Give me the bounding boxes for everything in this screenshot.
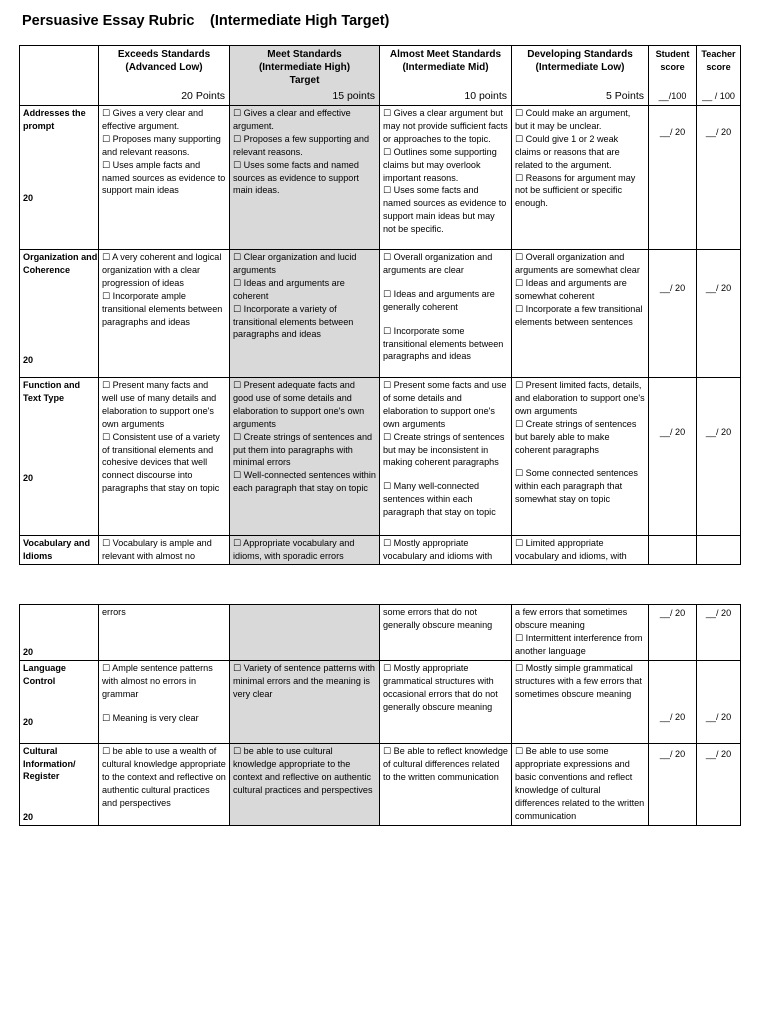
criterion-item: ☐ Present some facts and use of some details and elaboration to support one's own arguments [383,380,507,429]
criteria-exceeds [99,378,230,536]
criteria-exceeds: ☐ Vocabulary is ample and relevant with almost no [99,536,230,565]
level-sub: (Intermediate Mid) [402,62,489,73]
teacher-score-label: Teacher score [701,49,736,72]
criterion-item: ☐ Ideas and arguments are somewhat coherent [515,277,627,301]
criteria-exceeds [99,744,230,826]
criterion-item: ☐ Many well-connected sentences within each paragraph that stay on topic [383,481,496,518]
student-score-field[interactable]: __/ 20 [649,744,697,826]
criterion-item: ☐ Some connected sentences within each paragraph that somewhat stay on topic [515,468,638,505]
criterion-item: ☐ Ideas and arguments are generally coherent [383,288,495,312]
student-score-field[interactable]: __/ 20 [649,605,697,661]
criterion-item: ☐ A very coherent and logical organization with a clear progression of ideas [102,252,222,288]
criteria-developing [512,744,649,826]
teacher-score-field[interactable]: __/ 20 [697,250,741,378]
criterion-item: ☐ Well-connected sentences within each paragraph that stay on topic [233,470,376,494]
category-weight: 20 [23,717,34,728]
row-function-text-type [20,378,741,536]
criteria-meets: ☐ Appropriate vocabulary and idioms, with sporadic errors [230,536,380,565]
criteria-meets [230,744,380,826]
category-weight: 20 [23,473,34,484]
category-name: Function and Text Type [23,380,81,403]
teacher-score-field[interactable]: __/ 20 [697,744,741,826]
teacher-score-empty [697,536,741,565]
criterion-item: ☐ Be able to use some appropriate expressions and basic conventions and reflect knowledge of cultural differences related to the written communication [515,746,645,821]
level-points: 15 points [332,90,375,103]
criterion-item: ☐ Meaning is very clear [102,712,199,723]
category-cell [20,250,99,378]
document-title [22,13,390,29]
criterion-item: ☐ Incorporate a variety of transitional elements between paragraphs and ideas [233,303,354,340]
teacher-score-field[interactable]: __/ 20 [697,661,741,744]
level-sub: (Advanced Low) [125,62,203,73]
criterion-item: ☐ Gives a clear argument but may not provide sufficient facts or approaches to the topic. [383,108,508,144]
criterion-item: ☐ Present limited facts, details, and elaboration to support one's own arguments [515,380,645,416]
row-vocabulary-continued [20,605,741,661]
level-sub-target: Target [289,75,320,86]
criterion-item: ☐ Outlines some supporting claims but may overlook important reasons. [383,146,497,183]
rubric-table-part-2 [19,604,741,826]
level-sub: (Intermediate High) [258,62,351,73]
row-vocabulary-idioms [20,536,741,565]
criteria-meets [230,250,380,378]
teacher-score-field[interactable]: __/ 20 [697,106,741,250]
criteria-developing [512,250,649,378]
criteria-exceeds [99,605,230,661]
category-cell [20,744,99,826]
criteria-developing [512,106,649,250]
level-points: 10 points [464,90,507,103]
header-developing [512,46,649,106]
criterion-item: ☐ Uses some facts and named sources as evidence to support main ideas but may not be specific. [383,185,507,235]
criterion-item: ☐ Consistent use of a variety of transitional elements and cohesive devices that well connect discourse into paragraphs that stay on topic [102,431,220,494]
level-points: 20 Points [181,90,225,103]
criteria-meets [230,106,380,250]
criterion-item: ☐ Uses ample facts and named sources as evidence to support main ideas [102,159,226,196]
header-student-score [649,46,697,106]
criteria-meets [230,661,380,744]
teacher-score-field[interactable]: __/ 20 [697,605,741,661]
criteria-almost [380,661,512,744]
criterion-item: ☐ Incorporate a few transitional elements between sentences [515,303,643,327]
student-score-field[interactable]: __/ 20 [649,661,697,744]
category-cell [20,605,99,661]
category-cell [20,106,99,250]
student-score-empty [649,536,697,565]
row-addresses-prompt [20,106,741,250]
criterion-item: some errors that do not generally obscure meaning [383,607,493,630]
row-language-control [20,661,741,744]
rubric-table-part-1 [19,45,741,565]
criterion-item: ☐ Reasons for argument may not be sufficient or specific enough. [515,172,636,209]
category-name: Cultural Information/ Register [23,746,76,782]
category-weight: 20 [23,193,34,204]
criterion-item: ☐ Incorporate some transitional elements between paragraphs and ideas [383,325,504,362]
criterion-item: ☐ Present adequate facts and good use of some details and elaboration to support one's own arguments [233,380,365,429]
criterion-item: ☐ Proposes a few supporting and relevant reasons. [233,133,370,157]
criteria-almost [380,605,512,661]
criterion-item: errors [102,607,126,617]
student-score-field[interactable]: __/ 20 [649,378,697,536]
criterion-item: ☐ Could give 1 or 2 weak claims or reasons that are related to the argument. [515,133,620,170]
criterion-item: ☐ Proposes many supporting and relevant reasons. [102,133,221,157]
criteria-almost [380,106,512,250]
criterion-item: ☐ Present many facts and well use of many details and elaboration to support one's own arguments [102,380,217,429]
category-name: Addresses the prompt [23,108,86,131]
category-cell [20,378,99,536]
criterion-item: ☐ Mostly simple grammatical structures with a few errors that sometimes obscure meaning [515,663,642,699]
criterion-item: ☐ Create strings of sentences and put them into paragraphs with minimal errors [233,431,373,468]
criteria-developing: ☐ Limited appropriate vocabulary and idioms, with [512,536,649,565]
criteria-almost [380,378,512,536]
header-empty-cell [20,46,99,106]
target-level: (Intermediate High Target) [210,13,390,29]
criteria-exceeds [99,250,230,378]
criterion-item: ☐ Overall organization and arguments are somewhat clear [515,252,640,275]
criterion-item: ☐ Clear organization and lucid arguments [233,252,357,275]
header-almost [380,46,512,106]
student-score-field[interactable]: __/ 20 [649,250,697,378]
criteria-meets [230,378,380,536]
student-total: __/100 [658,91,687,102]
criterion-item: ☐ Create strings of sentences but may be inconsistent in making coherent paragraphs [383,431,505,468]
row-organization [20,250,741,378]
category-weight: 20 [23,812,34,823]
criteria-meets [230,605,380,661]
criterion-item: ☐ Create strings of sentences but barely able to make coherent paragraphs [515,418,637,455]
criteria-almost: ☐ Mostly appropriate vocabulary and idioms with [380,536,512,565]
criteria-developing [512,605,649,661]
category-name: Organization and Coherence [23,252,98,275]
header-row [20,46,741,106]
level-points: 5 Points [606,90,644,103]
category-name: Language Control [23,663,66,686]
criterion-item: ☐ Variety of sentence patterns with minimal errors and the meaning is very clear [233,663,375,699]
header-meets [230,46,380,106]
criterion-item: ☐ be able to use a wealth of cultural knowledge appropriate to the context and reflective on authentic cultural practices and perspectives [102,746,226,808]
criteria-exceeds [99,661,230,744]
criterion-item: ☐ Uses some facts and named sources as evidence to support main ideas. [233,159,359,196]
criterion-item: ☐ Ample sentence patterns with almost no errors in grammar [102,663,213,699]
criterion-item: ☐ Ideas and arguments are coherent [233,277,345,301]
category-cell [20,536,99,565]
criteria-exceeds [99,106,230,250]
criteria-developing [512,378,649,536]
criterion-item: ☐ Overall organization and arguments are clear [383,252,493,275]
criterion-item: ☐ Could make an argument, but it may be unclear. [515,108,631,131]
header-exceeds [99,46,230,106]
criteria-almost [380,744,512,826]
student-score-field[interactable]: __/ 20 [649,106,697,250]
header-teacher-score [697,46,741,106]
criterion-item: ☐ Incorporate ample transitional elements between paragraphs and ideas [102,290,223,327]
row-cultural-information [20,744,741,826]
criterion-item: ☐ Be able to reflect knowledge of cultural differences related to the written communication [383,746,508,782]
level-name: Meet Standards [267,49,342,60]
criterion-item: ☐ Mostly appropriate grammatical structures with occasional errors that do not generally obscure meaning [383,663,498,712]
rubric-title: Persuasive Essay Rubric [22,13,195,29]
teacher-score-field[interactable]: __/ 20 [697,378,741,536]
category-name: Vocabulary and Idioms [23,538,91,561]
criteria-almost [380,250,512,378]
level-name: Developing Standards [527,49,633,60]
criteria-developing [512,661,649,744]
criterion-item: a few errors that sometimes obscure meaning [515,607,628,630]
student-score-label: Student score [655,49,690,72]
teacher-total: __ / 100 [702,91,735,102]
category-weight: 20 [23,647,34,658]
criterion-item: ☐ Intermittent interference from another language [515,632,643,656]
criterion-item: ☐ Gives a very clear and effective argument. [102,108,204,131]
criterion-item: ☐ Gives a clear and effective argument. [233,108,351,131]
category-weight: 20 [23,355,34,366]
level-sub: (Intermediate Low) [535,62,625,73]
level-name: Almost Meet Standards [389,49,502,60]
criterion-item: ☐ be able to use cultural knowledge appropriate to the context and reflective on authentic cultural practices and perspectives [233,746,373,795]
category-cell [20,661,99,744]
level-name: Exceeds Standards [117,49,211,60]
